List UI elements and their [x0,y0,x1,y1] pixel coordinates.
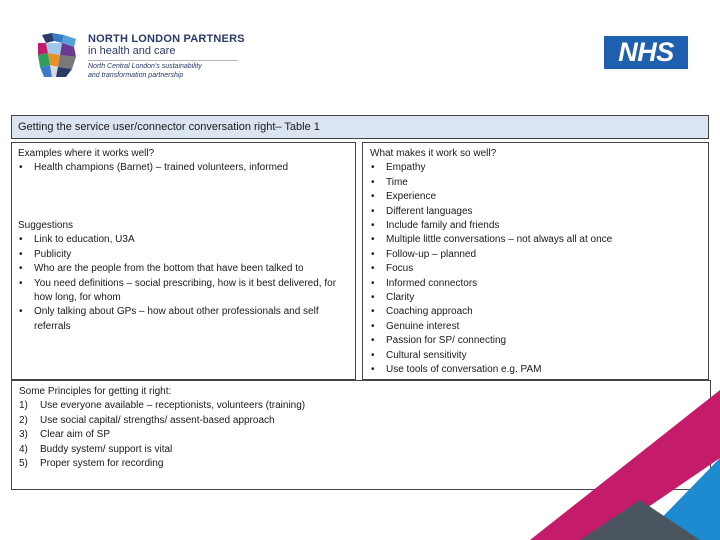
item-number: 3) [19,429,28,441]
list-item: • Empathy [370,161,702,175]
item-number: 2) [19,414,28,426]
item-number: 5) [19,458,28,470]
item-number: 4) [19,443,28,455]
list-item: • Passion for SP/ connecting [370,334,702,348]
list-item: • Follow-up – planned [370,248,702,262]
item-text: Use social capital/ strengths/ assent-based approach [40,414,275,426]
logo-line-1: NORTH LONDON PARTNERS [88,33,245,45]
list-item: • Use tools of conversation e.g. PAM [370,363,702,377]
item-text: Clear aim of SP [40,429,111,441]
list-item: • Coaching approach [370,305,702,319]
item-text: Use everyone available – receptionists, volunteers (training) [40,400,306,412]
list-item: • Multiple little conversations – not always all at once [370,233,702,247]
list-item: • Clarity [370,291,702,305]
list-item: • Informed connectors [370,277,702,291]
logo-line-3: North Central London's sustainability [88,63,202,70]
list-item: • Include family and friends [370,219,702,233]
list-item: • Cultural sensitivity [370,349,702,363]
logo-line-2: in health and care [88,45,176,57]
list-item: • Who are the people from the bottom that have been talked to [18,262,348,276]
list-item: • Time [370,176,702,190]
list-item: • Only talking about GPs – how about other professionals and self referrals [18,305,348,334]
nhs-logo-text: NHS [618,37,674,67]
list-item: • Link to education, U3A [18,233,348,247]
principles-heading: Some Principles for getting it right: [19,386,172,397]
item-text: Proper system for recording [40,458,164,470]
item-number: 1) [19,400,28,412]
what-works-heading: What makes it work so well? [370,148,497,159]
suggestions-heading: Suggestions [18,220,74,231]
list-item: • Experience [370,190,702,204]
examples-heading: Examples where it works well? [18,148,155,159]
table-title: Getting the service user/connector conversation right– Table 1 [18,121,320,133]
list-item: • You need definitions – social prescribing, how is it best delivered, for how long, for whom [18,277,348,306]
logo-line-4: and transformation partnership [88,72,184,79]
list-item: • Publicity [18,248,348,262]
list-item: • Health champions (Barnet) – trained volunteers, informed [18,161,348,175]
list-item: • Different languages [370,205,702,219]
item-text: Buddy system/ support is vital [40,443,173,455]
list-item: • Genuine interest [370,320,702,334]
list-item: • Focus [370,262,702,276]
